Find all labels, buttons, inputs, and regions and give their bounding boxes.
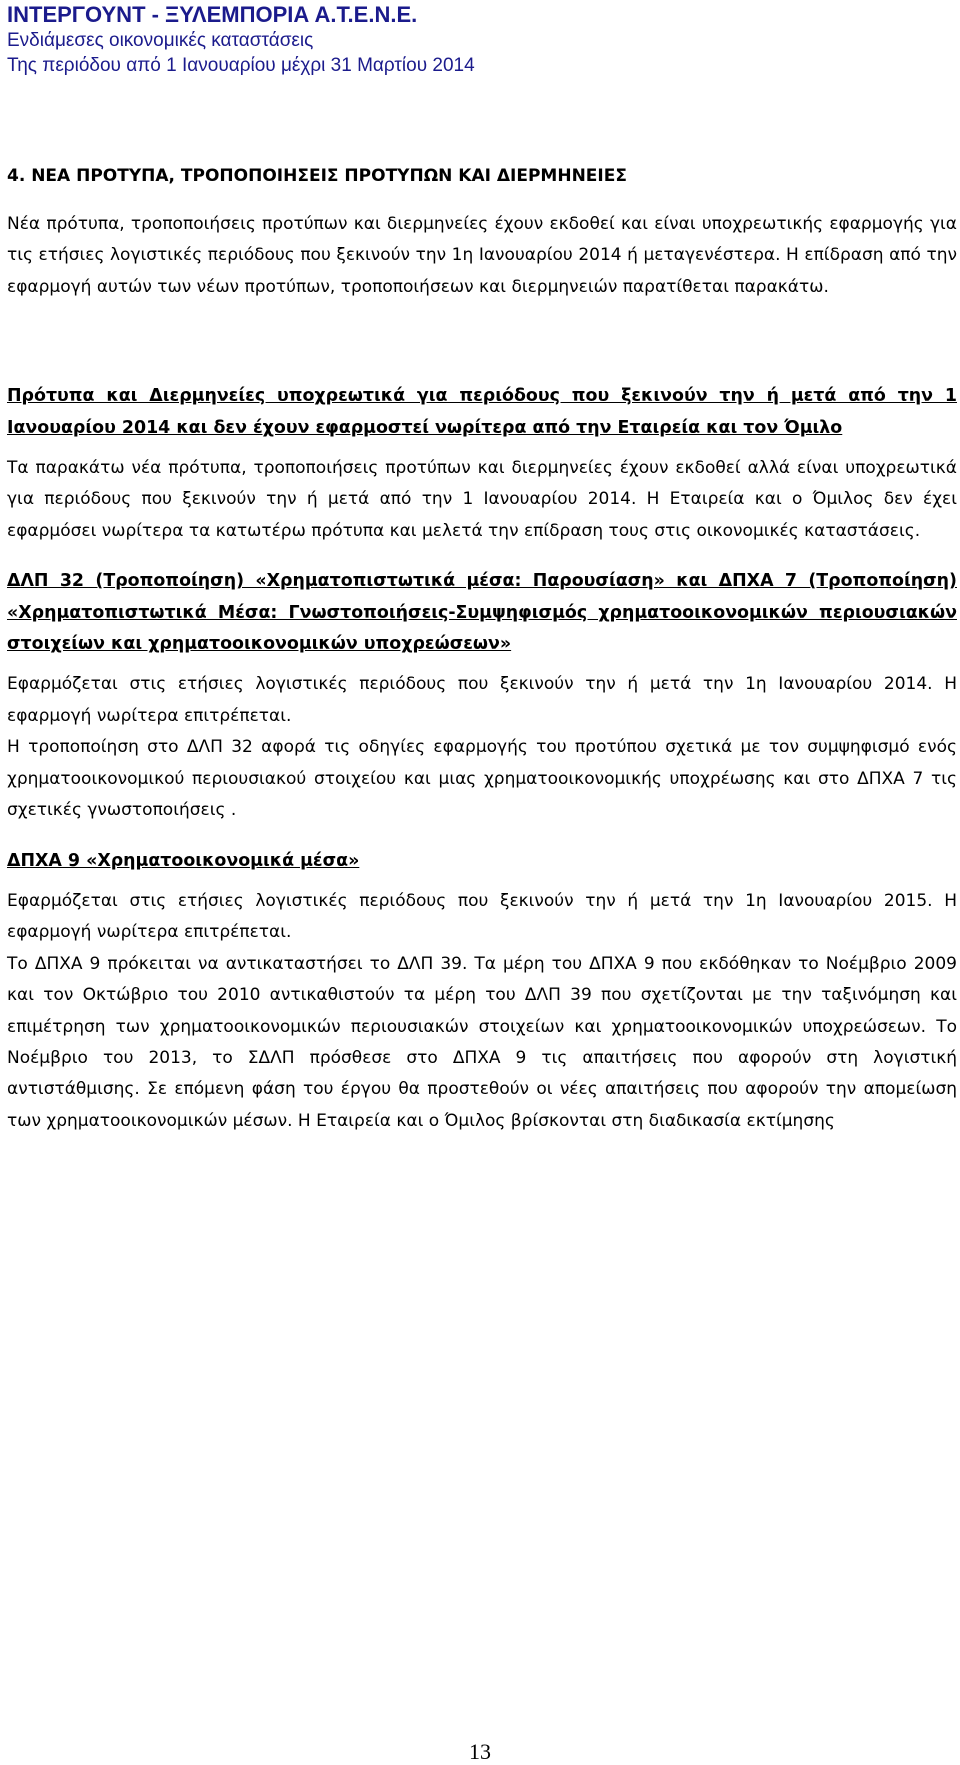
- standard-description: Το ΔΠΧΑ 9 πρόκειται να αντικαταστήσει το ΔΛΠ 39. Τα μέρη του ΔΠΧΑ 9 που εκδόθηκαν το Νοέμβριο 2009 και τον Οκτώβριο του 2010 αντικαθιστούν τα μέρη του ΔΛΠ 39 που σχετίζονται με την ταξινόμηση και επιμέτρηση των χρηματοοικονομικών περιουσιακών στοιχείων και χρηματοοικονομικών υποχρεώσεων. Το Νοέμβριο του 2013, το ΣΔΛΠ πρόσθεσε στο ΔΠΧΑ 9 τις απαιτήσεις που αφορούν στη λογιστική αντιστάθμισης. Σε επόμενη φάση του έργου θα προστεθούν οι νέες απαιτήσεις που αφορούν την απομείωση των χρηματοοικονομικών μέσων. Η Εταιρεία και ο Όμιλος βρίσκονται στη διαδικασία εκτίμησης: [7, 953, 957, 1131]
- section-intro: Νέα πρότυπα, τροποποιήσεις προτύπων και διερμηνείες έχουν εκδοθεί και είναι υποχρεωτικής εφαρμογής για τις ετήσιες λογιστικές περιόδους που ξεκινούν την 1η Ιανουαρίου 2014 ή μεταγενέστερα. Η επίδραση από την εφαρμογή αυτών των νέων προτύπων, τροποποιήσεων και διερμηνειών παρατίθεται παρακάτω.: [7, 214, 957, 297]
- standard-effective-date: Εφαρμόζεται στις ετήσιες λογιστικές περιόδους που ξεκινούν την ή μετά την 1η Ιανουαρίου 2014. Η εφαρμογή νωρίτερα επιτρέπεται.: [7, 674, 957, 726]
- report-subtitle: Ενδιάμεσες οικονομικές καταστάσεις: [7, 30, 314, 51]
- document-body: [7, 163, 957, 1137]
- company-name: ΙΝΤΕΡΓΟΥΝΤ - ΞΥΛΕΜΠΟΡΙΑ Α.Τ.Ε.Ν.Ε.: [7, 2, 418, 27]
- standard-effective-date: Εφαρμόζεται στις ετήσιες λογιστικές περιόδους που ξεκινούν την ή μετά την 1η Ιανουαρίου 2015. Η εφαρμογή νωρίτερα επιτρέπεται.: [7, 890, 957, 943]
- report-period: Της περιόδου από 1 Ιανουαρίου μέχρι 31 Μαρτίου 2014: [7, 55, 475, 76]
- standard-heading: ΔΠΧΑ 9 «Χρηματοοικονομικά μέσα»: [7, 850, 360, 871]
- standard-description: Η τροποποίηση στο ΔΛΠ 32 αφορά τις οδηγίες εφαρμογής του προτύπου σχετικά με τον συμψηφισμό ενός χρηματοοικονομικού περιουσιακού στοιχείου και μιας χρηματοοικονομικής υποχρέωσης και στο ΔΠΧΑ 7 τις σχετικές γνωστοποιήσεις .: [7, 737, 957, 821]
- subsection-heading: Πρότυπα και Διερμηνείες υποχρεωτικά για περιόδους που ξεκινούν την ή μετά από την 1 Ιανουαρίου 2014 και δεν έχουν εφαρμοστεί νωρίτερα από την Εταιρεία και τον Όμιλο: [7, 386, 957, 438]
- page-header: [7, 2, 947, 78]
- page-number: 13: [469, 1739, 491, 1764]
- section-title: 4. ΝΕΑ ΠΡΟΤΥΠΑ, ΤΡΟΠΟΠΟΙΗΣΕΙΣ ΠΡΟΤΥΠΩΝ ΚΑΙ ΔΙΕΡΜΗΝΕΙΕΣ: [7, 166, 627, 186]
- subsection-text: Τα παρακάτω νέα πρότυπα, τροποποιήσεις προτύπων και διερμηνείες έχουν εκδοθεί αλλά είναι υποχρεωτικά για περιόδους που ξεκινούν την ή μετά από την 1 Ιανουαρίου 2014. Η Εταιρεία και ο Όμιλος δεν έχει εφαρμόσει νωρίτερα τα κατωτέρω πρότυπα και μελετά την επίδραση τους στις οικονομικές καταστάσεις.: [7, 458, 957, 541]
- standard-heading: ΔΛΠ 32 (Τροποποίηση) «Χρηματοπιστωτικά μέσα: Παρουσίαση» και ΔΠΧΑ 7 (Τροποποίηση) «Χρηματοπιστωτικά Μέσα: Γνωστοποιήσεις-Συμψηφισμός χρηματοοικονομικών περιουσιακών στοιχείων και χρηματοοικονομικών υποχρεώσεων»: [7, 571, 957, 655]
